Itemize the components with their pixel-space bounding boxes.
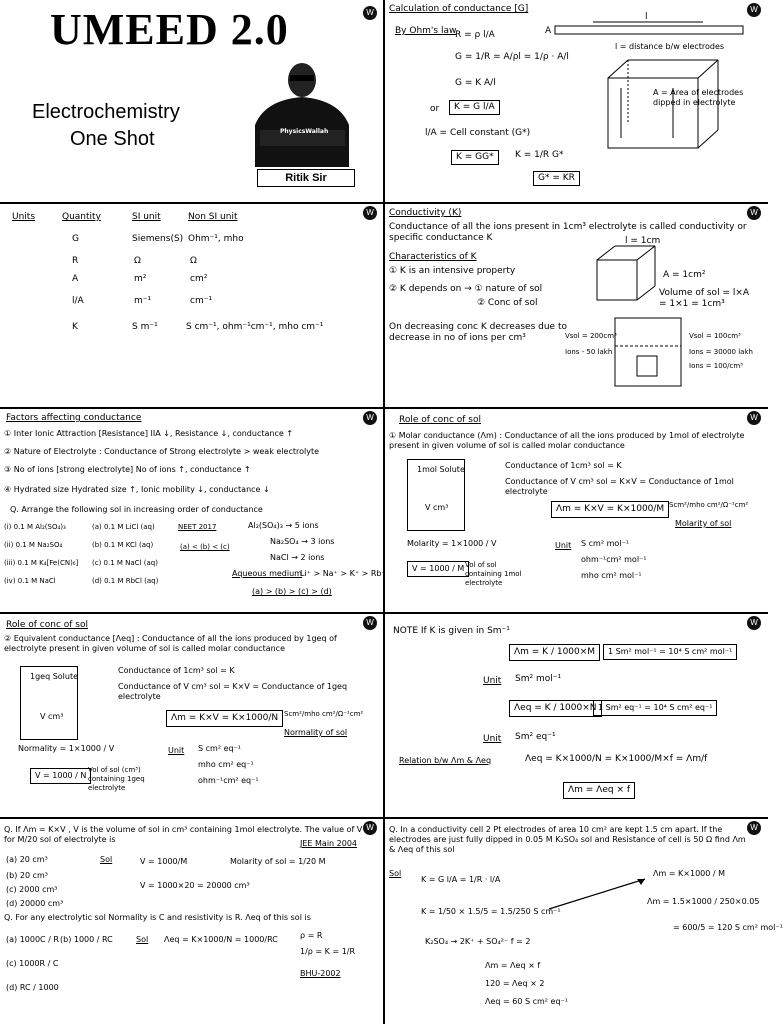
dilution-note: On decreasing conc K decreases due to decrease in no of ions per cm³ <box>389 322 567 344</box>
answer-line: Al₂(SO₄)₃ → 5 ions <box>248 521 319 530</box>
solution-step: Λm = K×1000 / M <box>653 869 726 878</box>
cover-subtitle-1: Electrochemistry <box>32 101 180 123</box>
definition: ① Molar conductance (Λm) : Conductance of all the ions produced by 1mol of electrolyte present in given volume of sol is called molar conductance <box>389 431 745 450</box>
table-cell: m² <box>134 274 147 284</box>
table-cell: cm⁻¹ <box>190 296 213 306</box>
pw-logo-icon: W <box>747 821 761 835</box>
unit-label: Unit <box>168 746 185 755</box>
pw-logo-icon: W <box>363 616 377 630</box>
table-cell: A <box>72 274 79 284</box>
option: (a) 1000C / R <box>6 935 59 944</box>
solute-label: 1mol Solute <box>417 465 465 474</box>
normality-note: Normality of sol <box>284 728 348 737</box>
equation-box: G* = KR <box>533 171 580 186</box>
volume-label: V cm³ <box>425 503 449 512</box>
conductance-line: Conductance of 1cm³ sol = K <box>505 461 622 470</box>
molarity-formula: Molarity = 1×1000 / V <box>407 539 497 548</box>
solution-step: Molarity of sol = 1/20 M <box>230 857 326 866</box>
molar-formula-box: Λm = K×V = K×1000/M <box>551 501 669 518</box>
solution-step: ρ = R <box>300 931 323 940</box>
option: (c) 1000R / C <box>6 959 59 968</box>
ohm-law-label: By Ohm's law <box>395 26 457 36</box>
pw-logo-icon: W <box>747 616 761 630</box>
area-label: A <box>545 26 552 36</box>
option: (d) RC / 1000 <box>6 983 59 992</box>
beaker-diagram <box>613 316 685 388</box>
section-heading: Calculation of conductance [G] <box>389 4 529 14</box>
units-panel <box>0 204 383 407</box>
col-header: SI unit <box>132 212 161 222</box>
volume-note: Vsol = 100cm³ <box>689 332 741 340</box>
answer-line: Na₂SO₄ → 3 ions <box>270 537 335 546</box>
unit-value: ohm⁻¹cm² eq⁻¹ <box>198 776 259 785</box>
conductivity-panel <box>366 204 768 407</box>
factor-item: ① Inter Ionic Attraction [Resistance] IIA ↓, Resistance ↓, conductance ↑ <box>4 429 294 438</box>
cube-length: l = 1cm <box>625 236 661 246</box>
solution-step: 120 = Λeq × 2 <box>485 979 545 988</box>
option: (iii) 0.1 M K₄[Fe(CN)₆] <box>4 559 79 567</box>
exam-tag: JEE Main 2004 <box>300 839 358 848</box>
solution-step: 1/ρ = K = 1/R <box>300 947 356 956</box>
cube-area: A = 1cm² <box>663 270 706 280</box>
relation-panel <box>366 614 768 817</box>
unit-label: Unit <box>483 734 502 744</box>
table-cell: K <box>72 322 78 332</box>
table-cell: R <box>72 256 79 266</box>
equivalent-conductance-panel <box>0 614 383 817</box>
factor-item: ③ No of ions [strong electrolyte] No of ions ↑, conductance ↑ <box>4 465 251 474</box>
distance-note: l = distance b/w electrodes <box>615 42 725 51</box>
characteristic: ① K is an intensive property <box>389 266 516 276</box>
equation: G = 1/R = A/ρl = 1/ρ · A/l <box>455 52 569 62</box>
table-cell: Ohm⁻¹, mho <box>188 234 244 244</box>
questions-panel <box>0 819 383 1024</box>
answer-heading: Aqueous medium <box>232 569 302 578</box>
formula-box: 1 Sm² mol⁻¹ = 10⁴ S cm² mol⁻¹ <box>603 644 737 660</box>
volume-note: Vol of sol containing 1mol electrolyte <box>465 561 522 587</box>
table-cell: l/A <box>72 296 84 306</box>
unit-value: Sm² mol⁻¹ <box>515 674 562 684</box>
conductance-panel <box>366 0 768 202</box>
table-cell: S m⁻¹ <box>132 322 158 332</box>
characteristic: ② Conc of sol <box>477 298 538 308</box>
solute-label: 1geq Solute <box>30 672 79 681</box>
unit-value: mho cm² eq⁻¹ <box>198 760 254 769</box>
section-heading: Role of conc of sol <box>399 415 481 425</box>
solution-step: Λeq = K×1000/N = 1000/RC <box>164 935 278 944</box>
table-cell: cm² <box>190 274 208 284</box>
molarity-note: Molarity of sol <box>675 519 732 528</box>
answer-order: Li⁺ > Na⁺ > K⁺ > Rb⁺ <box>300 569 386 578</box>
area-note: A = Area of electrodes dipped in electrolyte <box>653 88 744 107</box>
option: (c) 2000 cm³ <box>6 885 58 894</box>
formula-box: Λeq = K / 1000×N <box>509 700 602 717</box>
shirt-text: PhysicsWallah <box>280 128 329 135</box>
pw-logo-icon: W <box>363 206 377 220</box>
formula-box: Λm = K / 1000×M <box>509 644 600 661</box>
section-heading: Conductivity (K) <box>389 208 462 218</box>
equivalent-formula-box: Λm = K×V = K×1000/N <box>166 710 283 727</box>
ions-note: Ions - 50 lakh <box>565 348 613 356</box>
presenter-name: Ritik Sir <box>257 169 355 187</box>
or-label: or <box>430 104 440 114</box>
exam-tag: BHU-2002 <box>300 969 341 978</box>
relation-equation: Λeq = K×1000/N = K×1000/M×f = Λm/f <box>525 754 708 764</box>
option: (i) 0.1 M Al₂(SO₄)₃ <box>4 523 66 531</box>
cover-title: UMEED 2.0 <box>50 5 289 54</box>
pw-logo-icon: W <box>363 821 377 835</box>
factors-panel <box>0 409 386 612</box>
question: Q. Arrange the following sol in increasing order of conductance <box>10 505 263 514</box>
solution-step: = 600/5 = 120 S cm² mol⁻¹ <box>673 923 783 932</box>
col-header: Quantity <box>62 212 101 222</box>
unit-note: Scm²/mho cm²/Ω⁻¹cm² <box>284 710 364 718</box>
units-heading: Units <box>12 212 36 222</box>
unit-label: Unit <box>555 541 572 550</box>
table-cell: m⁻¹ <box>134 296 152 306</box>
volume-formula-box: V = 1000 / N <box>30 768 91 784</box>
factor-item: ④ Hydrated size Hydrated size ↑, Ionic mobility ↓, conductance ↓ <box>4 485 270 494</box>
answer-line: NaCl → 2 ions <box>270 553 325 562</box>
ions-note: Ions = 30000 lakh <box>689 348 753 356</box>
volume-label: V cm³ <box>40 712 64 721</box>
pw-logo-icon: W <box>363 411 377 425</box>
volume-calc: Volume of sol = l×A = 1×1 = 1cm³ <box>659 288 750 310</box>
solution-step: V = 1000/M <box>140 857 188 866</box>
question: Q. For any electrolytic sol Normality is C and resistivity is R. Λeq of this sol is <box>4 913 311 922</box>
solution-step: Λeq = 60 S cm² eq⁻¹ <box>485 997 568 1006</box>
volume-note: Vol of sol (cm³) containing 1geq electrolyte <box>88 766 145 792</box>
table-cell: G <box>72 234 79 244</box>
table-cell: Ω <box>134 256 141 266</box>
conductance-line: Conductance of 1cm³ sol = K <box>118 666 235 675</box>
numerical-panel <box>366 819 783 1024</box>
unit-value: S cm² mol⁻¹ <box>581 539 629 548</box>
unit-value: mho cm² mol⁻¹ <box>581 571 642 580</box>
solution-label: Sol <box>100 855 113 864</box>
option: (ii) 0.1 M Na₂SO₄ <box>4 541 63 549</box>
conductance-line: Conductance of V cm³ sol = K×V = Conductance of 1mol electrolyte <box>505 477 734 496</box>
solution-label: Sol <box>136 935 149 944</box>
option: (a) 0.1 M LiCl (aq) <box>92 523 155 531</box>
solution-step: K = G l/A = 1/R · l/A <box>421 875 501 884</box>
length-label: l <box>645 12 648 22</box>
unit-value: ohm⁻¹cm² mol⁻¹ <box>581 555 647 564</box>
section-heading: Role of conc of sol <box>6 620 88 630</box>
solution-step: Λm = Λeq × f <box>485 961 541 970</box>
equation: G = K A/l <box>455 78 496 88</box>
relation-box: Λm = Λeq × f <box>563 782 635 799</box>
table-cell: Siemens(S) <box>132 234 184 244</box>
option: (b) 20 cm³ <box>6 871 48 880</box>
table-cell: S cm⁻¹, ohm⁻¹cm⁻¹, mho cm⁻¹ <box>186 322 324 332</box>
option: (b) 0.1 M KCl (aq) <box>92 541 154 549</box>
option: (b) 1000 / RC <box>60 935 113 944</box>
formula-box: 1 Sm² eq⁻¹ = 10⁴ S cm² eq⁻¹ <box>593 700 717 716</box>
normality-formula: Normality = 1×1000 / V <box>18 744 115 753</box>
pw-logo-icon: W <box>747 411 761 425</box>
factor-item: ② Nature of Electrolyte : Conductance of Strong electrolyte > weak electrolyte <box>4 447 319 456</box>
ions-note: Ions = 100/cm³ <box>689 362 743 370</box>
question: Q. If Λm = K×V , V is the volume of sol in cm³ containing 1mol electrolyte. The value of V for M/20 sol of electrolyte is <box>4 825 363 844</box>
option: (iv) 0.1 M NaCl <box>4 577 56 585</box>
subheading: Characteristics of K <box>389 252 477 262</box>
option: (c) 0.1 M NaCl (aq) <box>92 559 158 567</box>
volume-formula-box: V = 1000 / M <box>407 561 469 577</box>
cover-subtitle-2: One Shot <box>70 128 155 150</box>
answer-order: (a) < (b) < (c) <box>180 543 230 551</box>
option: (a) 20 cm³ <box>6 855 48 864</box>
solution-step: V = 1000×20 = 20000 cm³ <box>140 881 250 890</box>
solution-step: K₂SO₄ → 2K⁺ + SO₄²⁻ f = 2 <box>425 937 531 946</box>
option: (d) 0.1 M RbCl (aq) <box>92 577 159 585</box>
pw-logo-icon: W <box>747 206 761 220</box>
cover-panel <box>0 0 383 202</box>
equation: K = 1/R G* <box>515 150 564 160</box>
equation: R = ρ l/A <box>455 30 495 40</box>
equation-box: K = G l/A <box>449 100 500 115</box>
note-heading: NOTE If K is given in Sm⁻¹ <box>393 626 510 636</box>
section-heading: Factors affecting conductance <box>6 413 142 423</box>
table-cell: Ω <box>190 256 197 266</box>
option: (d) 20000 cm³ <box>6 899 64 908</box>
unit-value: Sm² eq⁻¹ <box>515 732 556 742</box>
solution-label: Sol <box>389 869 402 878</box>
definition: ② Equivalent conductance [Λeq] : Conductance of all the ions produced by 1geq of electrolyte present in given volume of sol is called molar conductance <box>4 634 337 653</box>
unit-value: S cm² eq⁻¹ <box>198 744 241 753</box>
solution-step: K = 1/50 × 1.5/5 = 1.5/250 S cm⁻¹ <box>421 907 561 916</box>
arrow-icon <box>545 873 655 913</box>
unit-note: Scm²/mho cm²/Ω⁻¹cm² <box>669 501 749 509</box>
unit-label: Unit <box>483 676 502 686</box>
presenter-photo <box>245 55 360 167</box>
equation-box: K = GG* <box>451 150 499 165</box>
definition: Conductance of all the ions present in 1cm³ electrolyte is called conductivity or specific conductance K <box>389 222 747 244</box>
pw-logo-icon: W <box>363 6 377 20</box>
question: Q. In a conductivity cell 2 Pt electrodes of area 10 cm² are kept 1.5 cm apart. If the electrodes are just fully dipped in 0.05 M K₂SO₄ sol and Resistance of cell is 50 Ω find Λm & Λeq of this sol <box>389 825 746 854</box>
answer-order: (a) > (b) > (c) > (d) <box>252 587 332 596</box>
equation: l/A = Cell constant (G*) <box>425 128 531 138</box>
exam-tag: NEET 2017 <box>178 523 217 531</box>
col-header: Non SI unit <box>188 212 238 222</box>
solution-step: Λm = 1.5×1000 / 250×0.05 <box>647 897 760 906</box>
unit-cube-diagram <box>593 244 663 304</box>
conductance-line: Conductance of V cm³ sol = K×V = Conductance of 1geq electrolyte <box>118 682 348 701</box>
molar-conductance-panel <box>366 409 768 612</box>
volume-note: Vsol = 200cm³ <box>565 332 617 340</box>
characteristic: ② K depends on → ① nature of sol <box>389 284 543 294</box>
pw-logo-icon: W <box>747 3 761 17</box>
relation-label: Relation b/w Λm & Λeq <box>399 756 492 765</box>
